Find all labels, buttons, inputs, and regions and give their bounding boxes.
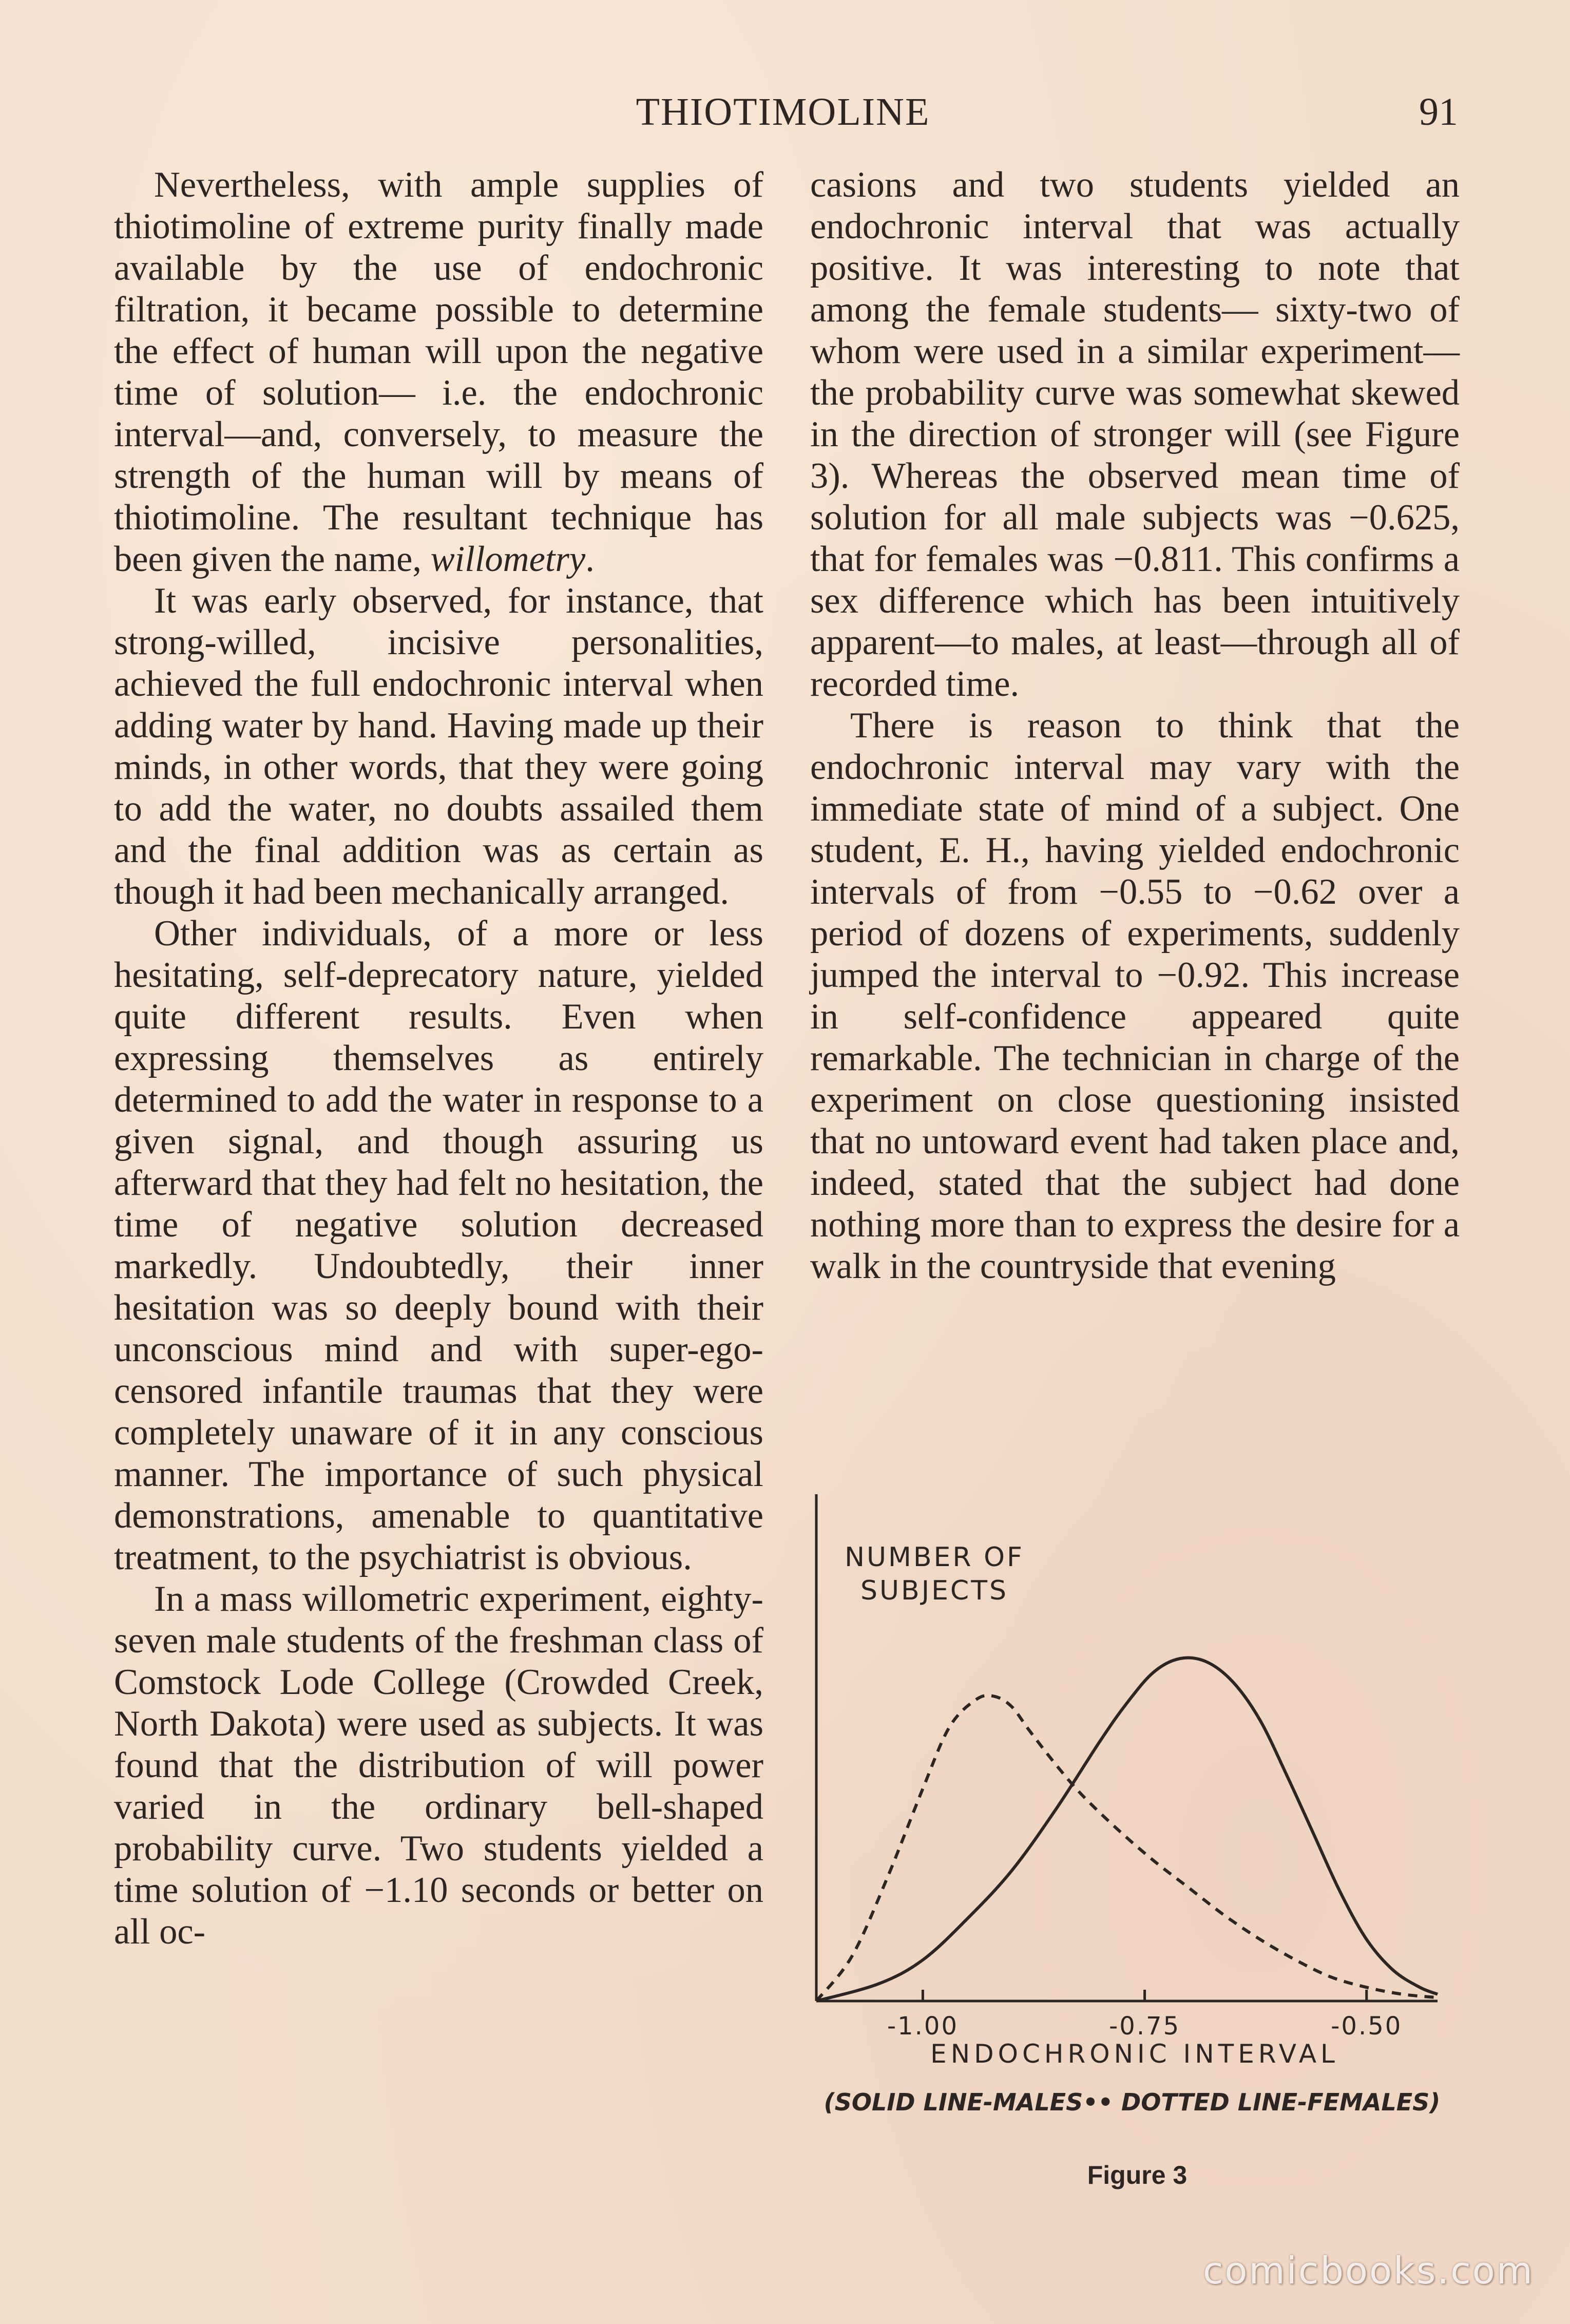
italic-term: willometry xyxy=(430,539,586,579)
x-tick-label: -0.50 xyxy=(1331,2012,1403,2041)
x-tick-label: -1.00 xyxy=(887,2012,959,2041)
x-axis-label-text: ENDOCHRONIC INTERVAL xyxy=(930,2039,1339,2069)
page-header xyxy=(108,90,1458,146)
paragraph: In a mass willometric experiment, eighty-seven male students of the freshman class of Comstock Lode College (Crowded Creek, North Dakota) were used as subjects. It was found that the distribution of will power varied in the ordinary bell-shaped probability curve. Two students yielded a time solution of −1.10 seconds or better on all oc- xyxy=(114,1579,763,1952)
paragraph-end: . xyxy=(585,539,595,579)
x-tick-label: -0.75 xyxy=(1108,2012,1181,2041)
paragraph: It was early observed, for instance, that strong-willed, incisive personalities, achieved the full endochronic interval when adding water by hand. Having made up their minds, in other words, that they were going to add the water, no doubts assailed them and the final addition was as certain as though it had been mechanically arranged. xyxy=(114,581,763,912)
y-axis-label-line: SUBJECTS xyxy=(860,1575,1009,1606)
distribution-chart xyxy=(801,1494,1473,2157)
y-axis-label-line: NUMBER OF xyxy=(845,1542,1024,1573)
y-axis-label xyxy=(845,1542,1024,1606)
watermark-logo: comicbooks.com xyxy=(1202,2249,1534,2292)
page-number: 91 xyxy=(1419,90,1458,134)
x-axis-label xyxy=(930,2039,1339,2069)
paragraph: Other individuals, of a more or less hesitating, self-deprecatory nature, yielded quite different results. Even when expressing themselves as entirely determined to add the water in response to a given signal, and though assuring us afterward that they had felt no hesitation, the time of negative solution decreased markedly. Undoubtedly, their inner hesitation was so deeply bound with their unconscious mind and with super-ego-censored infantile traumas that they were completely unaware of it in any conscious manner. The importance of such physical demonstrations, amenable to quantitative treatment, to the psychiatrist is obvious. xyxy=(114,913,763,1577)
paragraph-text: Nevertheless, with ample supplies of thiotimoline of extreme purity finally made available by the use of endochronic filtration, it became possible to determine the effect of human will upon the negative time of solution— i.e. the endochronic interval—and, conversely, to measure the strength of the human will by means of thiotimoline. The resultant technique has been given the name, xyxy=(114,165,763,579)
figure-caption: Figure 3 xyxy=(1087,2161,1188,2189)
right-column xyxy=(810,164,1460,1287)
females-curve xyxy=(816,1696,1438,2001)
males-curve xyxy=(816,1658,1438,2001)
paragraph xyxy=(114,164,763,580)
x-ticks xyxy=(887,1990,1402,2041)
legend-caption: (SOLID LINE-MALES•• DOTTED LINE-FEMALES) xyxy=(824,2088,1441,2116)
paragraph: casions and two students yielded an endochronic interval that was actually positive. It was interesting to note that among the female students— sixty-two of whom were used in a similar experiment—the probability curve was somewhat skewed in the direction of stronger will (see Figure 3). Whereas the observed mean time of solution for all male subjects was −0.625, that for females was −0.811. This confirms a sex difference which has been intuitively apparent—to males, at least—through all of recorded time. xyxy=(810,165,1460,704)
left-column xyxy=(114,164,763,1953)
figure-3 xyxy=(801,1494,1473,2203)
chart-curves xyxy=(816,1658,1438,2001)
paragraph: There is reason to think that the endochronic interval may vary with the immediate state of mind of a subject. One student, E. H., having yielded endochronic intervals of from −0.55 to −0.62 over a period of dozens of experiments, suddenly jumped the interval to −0.92. This increase in self-confidence appeared quite remarkable. The technician in charge of the experiment on close questioning insisted that no untoward event had taken place and, indeed, stated that the subject had done nothing more than to express the desire for a walk in the countryside that evening xyxy=(810,706,1460,1286)
running-title: THIOTIMOLINE xyxy=(636,90,930,134)
